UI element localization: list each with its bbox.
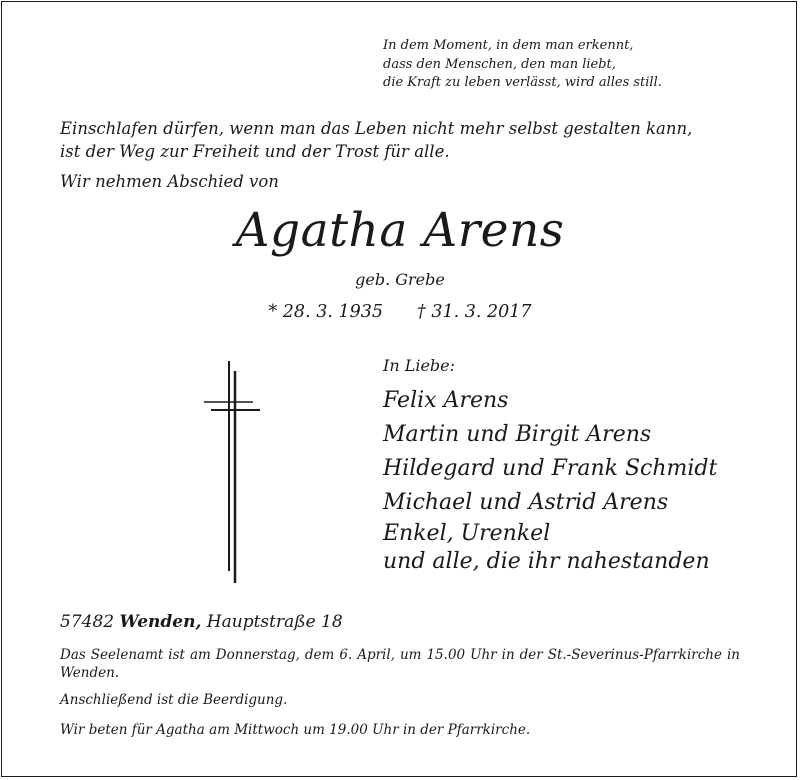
burial-notice: Anschließend ist die Beerdigung.: [60, 692, 288, 708]
street: Hauptstraße 18: [206, 612, 343, 632]
mourner-name: Michael und Astrid Arens: [383, 490, 669, 515]
poem: [383, 37, 662, 93]
intro-text: [60, 117, 692, 163]
mourner-name: Hildegard und Frank Schmidt: [383, 456, 718, 481]
mourning-address: [60, 612, 343, 632]
poem-line: die Kraft zu leben verlässt, wird alles still.: [383, 75, 662, 90]
life-dates: [0, 302, 800, 322]
mourner-name: und alle, die ihr nahestanden: [383, 549, 710, 574]
requiem-notice: Das Seelenamt ist am Donnerstag, dem 6. April, um 15.00 Uhr in der St.-Severinus-Pfarrkirche in Wenden.: [60, 647, 740, 681]
mourners-lead: In Liebe:: [383, 356, 456, 375]
intro-line: ist der Weg zur Freiheit und der Trost für alle.: [60, 142, 450, 161]
mourners-list: [383, 384, 717, 576]
prayer-notice: Wir beten für Agatha am Mittwoch um 19.00 Uhr in der Pfarrkirche.: [60, 722, 531, 738]
death-date: † 31. 3. 2017: [417, 302, 532, 322]
town: Wenden,: [119, 612, 202, 632]
mourner-name: Martin und Birgit Arens: [383, 422, 652, 447]
poem-line: In dem Moment, in dem man erkennt,: [383, 38, 634, 53]
intro-line: Einschlafen dürfen, wenn man das Leben nicht mehr selbst gestalten kann,: [60, 119, 693, 138]
deceased-name: Agatha Arens: [235, 203, 565, 258]
cross-icon: [203, 361, 263, 583]
mourner-name: Enkel, Urenkel: [383, 521, 551, 546]
postal-code: 57482: [60, 612, 115, 632]
farewell-line: Wir nehmen Abschied von: [60, 172, 279, 191]
poem-line: dass den Menschen, den man liebt,: [383, 56, 616, 72]
mourner-name: Felix Arens: [383, 388, 509, 413]
birth-date: * 28. 3. 1935: [268, 302, 383, 322]
maiden-name: geb. Grebe: [355, 270, 445, 289]
